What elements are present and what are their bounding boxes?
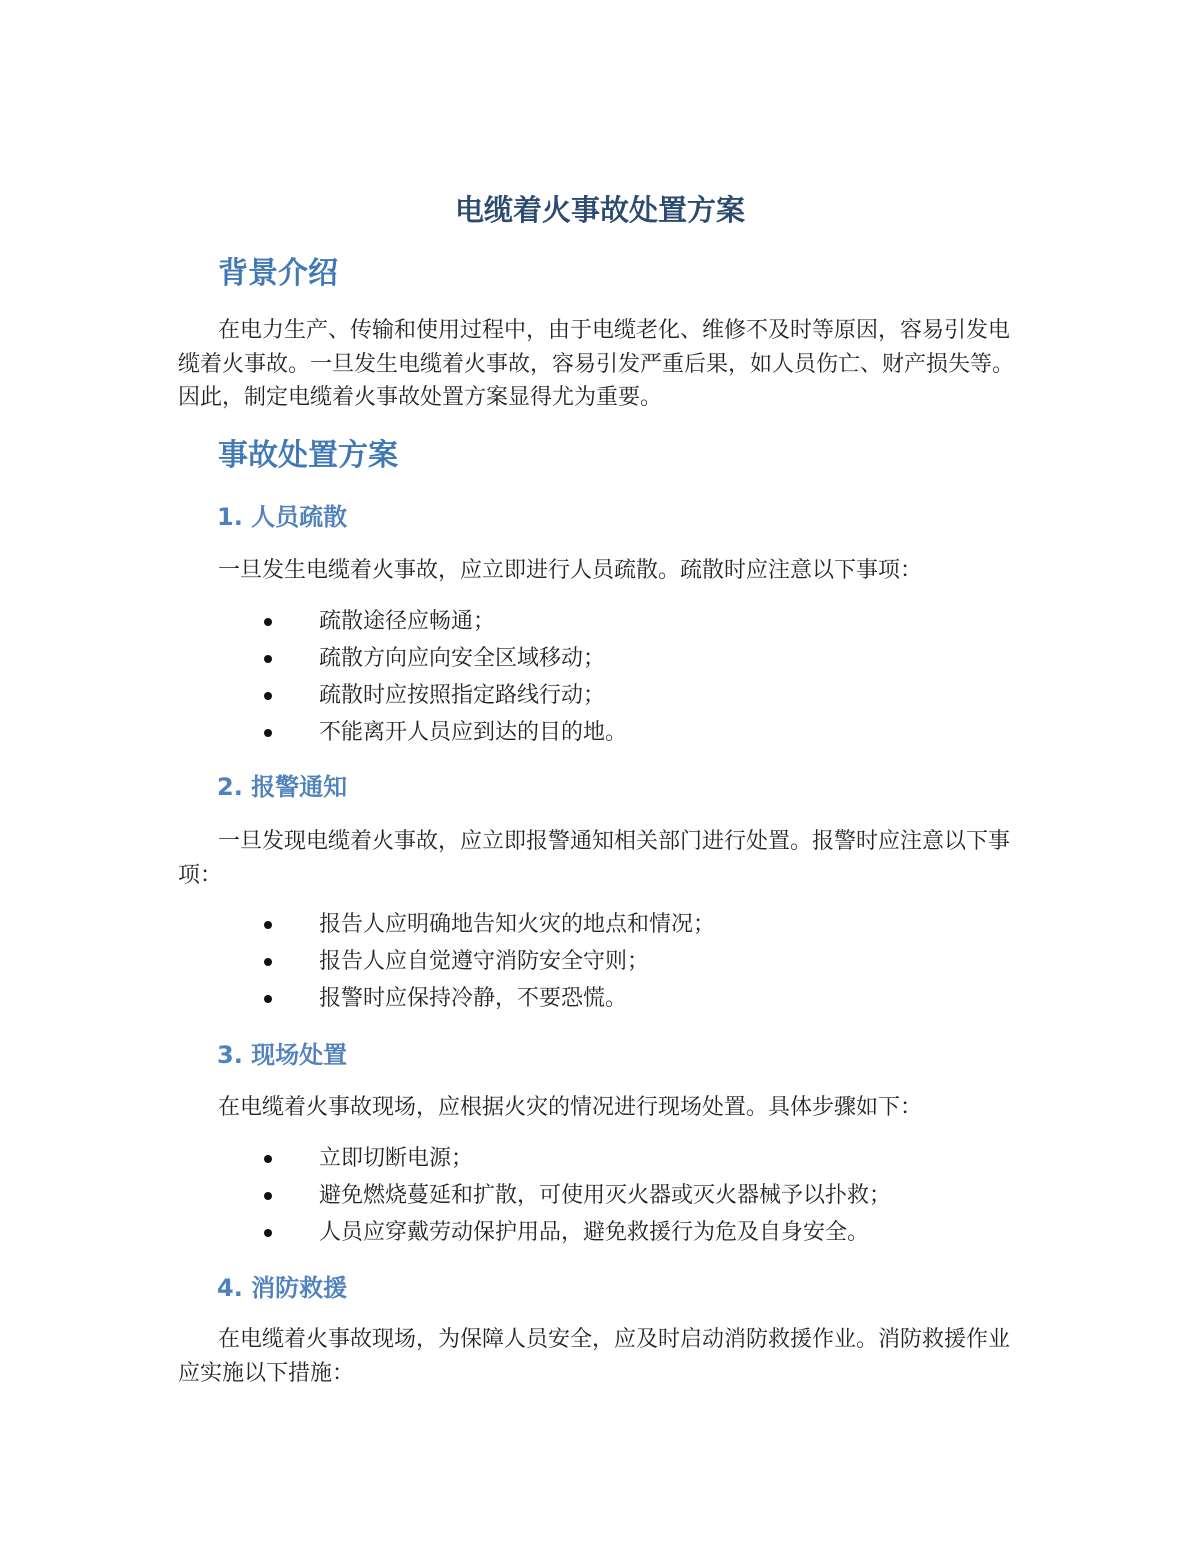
background-heading: 背景介绍 (218, 256, 338, 291)
bullet-icon (264, 995, 272, 1003)
section-1-intro: 一旦发生电缆着火事故，应立即进行人员疏散。疏散时应注意以下事项： (218, 558, 923, 583)
bullet-icon (264, 1229, 272, 1237)
list-item-text: 疏散时应按照指定路线行动； (319, 683, 606, 708)
list-item-text: 报告人应自觉遵守消防安全守则； (319, 949, 650, 974)
list-item-text: 人员应穿戴劳动保护用品，避免救援行为危及自身安全。 (319, 1220, 870, 1245)
section-3-intro: 在电缆着火事故现场，应根据火灾的情况进行现场处置。具体步骤如下： (218, 1095, 923, 1120)
list-item-text: 疏散途径应畅通； (319, 609, 496, 634)
document-title: 电缆着火事故处置方案 (454, 193, 745, 227)
list-item-text: 报告人应明确地告知火灾的地点和情况； (319, 912, 716, 937)
bullet-icon (264, 618, 272, 626)
section-1-heading: 1. 人员疏散 (217, 503, 348, 531)
bullet-icon (264, 655, 272, 663)
bullet-icon (264, 921, 272, 929)
section-3-heading: 3. 现场处置 (217, 1041, 348, 1069)
bullet-icon (264, 958, 272, 966)
section-4-heading: 4. 消防救援 (217, 1274, 348, 1302)
plan-heading: 事故处置方案 (218, 438, 398, 473)
list-item-text: 疏散方向应向安全区域移动； (319, 646, 606, 671)
section-2-heading: 2. 报警通知 (217, 773, 348, 801)
list-item-text: 避免燃烧蔓延和扩散，可使用灭火器或灭火器械予以扑救； (319, 1183, 892, 1208)
section-4-intro: 在电缆着火事故现场，为保障人员安全，应及时启动消防救援作业。消防救援作业应实施以下措施： (178, 1327, 1011, 1386)
list-item-text: 报警时应保持冷静，不要恐慌。 (319, 986, 628, 1011)
bullet-icon (264, 729, 272, 737)
bullet-icon (264, 1155, 272, 1163)
bullet-icon (264, 692, 272, 700)
background-paragraph: 在电力生产、传输和使用过程中，由于电缆老化、维修不及时等原因，容易引发电缆着火事故。一旦发生电缆着火事故，容易引发严重后果，如人员伤亡、财产损失等。因此，制定电缆着火事故处置方案显得尤为重要。 (178, 318, 1015, 410)
list-item-text: 立即切断电源； (319, 1146, 474, 1171)
bullet-icon (264, 1192, 272, 1200)
section-2-intro: 一旦发现电缆着火事故，应立即报警通知相关部门进行处置。报警时应注意以下事项： (178, 829, 1011, 888)
list-item-text: 不能离开人员应到达的目的地。 (319, 720, 628, 745)
